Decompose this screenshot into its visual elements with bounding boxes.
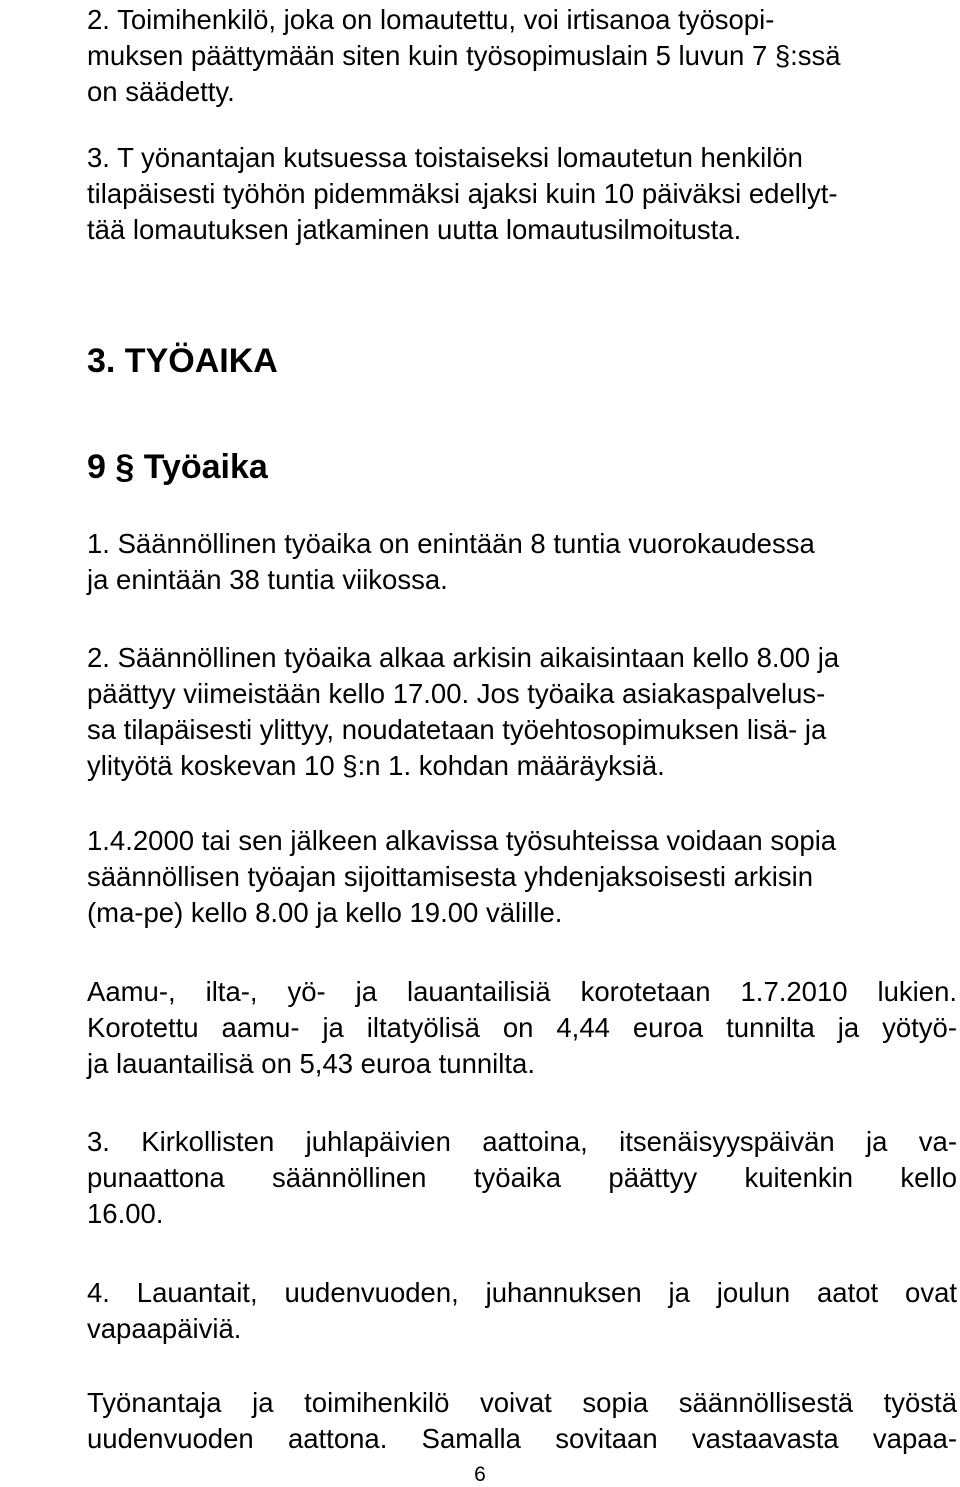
page-number: 6 xyxy=(474,1463,486,1486)
text-line: ja enintään 38 tuntia viikossa. xyxy=(87,564,448,595)
paragraph-employment-since-2000 xyxy=(87,823,957,931)
text-line: päättyy viimeistään kello 17.00. Jos työaika asiakaspalvelus- xyxy=(87,678,826,709)
text-line: ylityötä koskevan 10 §:n 1. kohdan määräyksiä. xyxy=(87,750,665,781)
paragraph-temporary-recall xyxy=(87,140,957,248)
text-line: Aamu-, ilta-, yö- ja lauantailisiä korotetaan 1.7.2010 lukien. xyxy=(87,976,957,1007)
text-line: 2. Säännöllinen työaika alkaa arkisin aikaisintaan kello 8.00 ja xyxy=(87,642,840,673)
text-line: sa tilapäisesti ylittyy, noudatetaan työehtosopimuksen lisä- ja xyxy=(87,714,827,745)
paragraph-layoff-termination xyxy=(87,2,957,110)
paragraph-new-years-eve-agreement xyxy=(87,1385,957,1457)
text-line: 1. Säännöllinen työaika on enintään 8 tuntia vuorokaudessa xyxy=(87,528,815,559)
text-line: punaattona säännöllinen työaika päättyy kuitenkin kello xyxy=(87,1162,957,1193)
paragraph-working-hours-limit xyxy=(87,526,957,598)
text-line: (ma-pe) kello 8.00 ja kello 19.00 välille. xyxy=(87,897,563,928)
text-line: uudenvuoden aattona. Samalla sovitaan vastaavasta vapaa- xyxy=(87,1423,957,1454)
text-line: 4. Lauantait, uudenvuoden, juhannuksen ja joulun aatot ovat xyxy=(87,1277,957,1308)
paragraph-days-off xyxy=(87,1275,957,1347)
text-line: 3. Kirkollisten juhlapäivien aattoina, itsenäisyyspäivän ja va- xyxy=(87,1126,957,1157)
text-line: vapaapäiviä. xyxy=(87,1313,242,1344)
text-line: ja lauantailisä on 5,43 euroa tunnilta. xyxy=(87,1048,535,1079)
section-heading: 9 § Työaika xyxy=(87,448,268,486)
paragraph-holiday-eves xyxy=(87,1124,957,1232)
text-line: 2. Toimihenkilö, joka on lomautettu, voi irtisanoa työsopi- xyxy=(87,4,775,35)
text-line: 3. T yönantajan kutsuessa toistaiseksi lomautetun henkilön xyxy=(87,142,803,173)
paragraph-working-hours-start xyxy=(87,640,957,784)
text-line: 16.00. xyxy=(87,1198,164,1229)
text-line: muksen päättymään siten kuin työsopimuslain 5 luvun 7 §:ssä xyxy=(87,40,841,71)
paragraph-shift-allowances xyxy=(87,974,957,1082)
text-line: tilapäisesti työhön pidemmäksi ajaksi kuin 10 päiväksi edellyt- xyxy=(87,178,838,209)
text-line: tää lomautuksen jatkaminen uutta lomautusilmoitusta. xyxy=(87,214,742,245)
chapter-heading: 3. TYÖAIKA xyxy=(87,342,278,380)
text-line: Korotettu aamu- ja iltatyölisä on 4,44 euroa tunnilta ja yötyö- xyxy=(87,1012,957,1043)
text-line: säännöllisen työajan sijoittamisesta yhdenjaksoisesti arkisin xyxy=(87,861,814,892)
text-line: on säädetty. xyxy=(87,76,235,107)
text-line: Työnantaja ja toimihenkilö voivat sopia säännöllisestä työstä xyxy=(87,1387,957,1418)
text-line: 1.4.2000 tai sen jälkeen alkavissa työsuhteissa voidaan sopia xyxy=(87,825,837,856)
